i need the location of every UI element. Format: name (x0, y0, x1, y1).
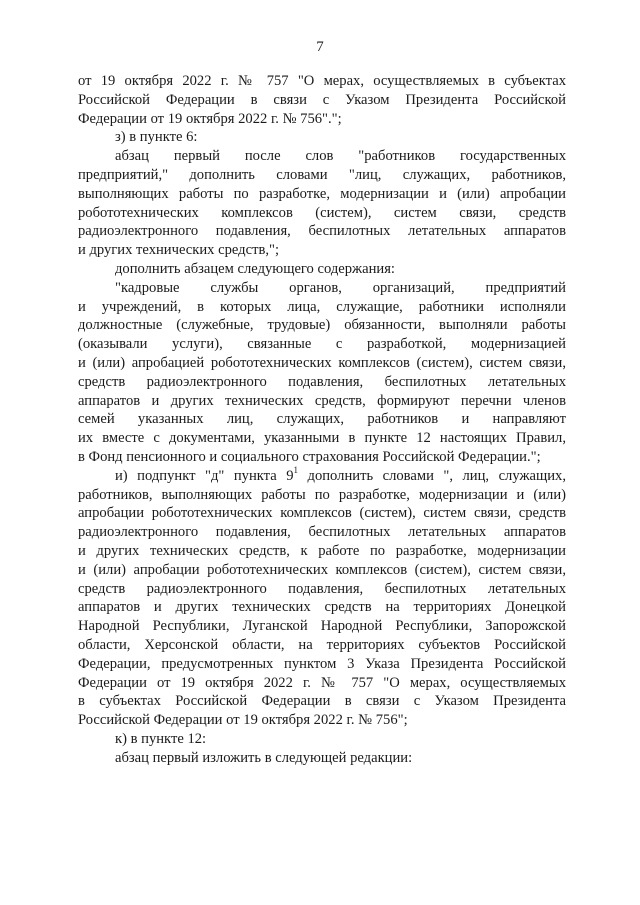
text-line: в субъектах Российской Федерации в связи с Указом Президента (78, 693, 566, 710)
text-line: Федерации от 19 октября 2022 г. № 756"."; (78, 110, 342, 127)
text-line: средств радиоэлектронного подавления, беспилотных летательных (78, 580, 566, 597)
text-line: семей указанных лиц, служащих, работников и направляют (78, 411, 566, 428)
text-line: к) в пункте 12: (115, 730, 207, 747)
text-line: абзац первый изложить в следующей редакции: (115, 749, 413, 766)
text-line: апробации робототехнических комплексов (систем), систем связи, средств (78, 505, 566, 522)
text-line: аппаратов и других технических средств на территориях Донецкой (78, 599, 566, 616)
text-line: Российской Федерации от 19 октября 2022 г. № 756"; (78, 712, 408, 729)
page-number: 7 (316, 39, 324, 55)
text-line: средств радиоэлектронного подавления, беспилотных летательных (78, 373, 566, 390)
text-line: з) в пункте 6: (115, 129, 198, 146)
text-line: аппаратов и других технических средств, формируют перечни членов (78, 392, 566, 409)
text-line: в Фонд пенсионного и социального страхования Российской Федерации."; (78, 448, 541, 465)
text-line: предприятий," дополнить словами "лиц, служащих, работников, (78, 166, 566, 183)
text-segment: и) подпункт "д" пункта 9 (115, 467, 294, 484)
text-line: Народной Республики, Луганской Народной Республики, Запорожской (78, 618, 566, 635)
superscript: 1 (293, 464, 299, 475)
text-line: робототехнических комплексов (систем), систем связи, средств (78, 204, 566, 221)
text-line: Российской Федерации в связи с Указом Президента Российской (78, 91, 566, 108)
text-line (78, 464, 566, 486)
text-line: и других технических средств, к работе по разработке, модернизации (78, 542, 566, 559)
document-body (78, 72, 566, 767)
text-line: и учреждений, в которых лица, служащие, работники исполняли (78, 298, 566, 315)
text-line: области, Херсонской области, на территориях субъектов Российской (78, 636, 566, 653)
text-line: и (или) апробацией робототехнических комплексов (систем), систем связи, (78, 354, 566, 371)
text-line: радиоэлектронного подавления, беспилотных летательных аппаратов (78, 223, 566, 240)
text-line: от 19 октября 2022 г. № 757 "О мерах, осуществляемых в субъектах (78, 73, 566, 89)
text-line: Федерации от 19 октября 2022 г. № 757 "О мерах, осуществляемых (78, 674, 566, 691)
text-line: (оказывали услуги), связанные с разработкой, модернизацией (78, 336, 566, 353)
text-line: Федерации, предусмотренных пунктом 3 Указа Президента Российской (78, 655, 566, 672)
text-line: и других технических средств,"; (78, 242, 279, 259)
text-line: должностные (служебные, трудовые) обязанности, выполняли работы (78, 317, 566, 334)
text-line: "кадровые службы органов, организаций, предприятий (115, 279, 566, 296)
text-line: выполняющих работы по разработке, модернизации и (или) апробации (78, 185, 566, 202)
text-line: абзац первый после слов "работников государственных (115, 148, 566, 165)
text-line: и (или) апробации робототехнических комплексов (систем), систем связи, (78, 561, 566, 578)
text-line: дополнить абзацем следующего содержания: (115, 260, 395, 277)
text-line: работников, выполняющих работы по разработке, модернизации и (или) (78, 486, 566, 503)
text-segment: дополнить словами ", лиц, служащих, (298, 467, 566, 484)
text-line: радиоэлектронного подавления, беспилотных летательных аппаратов (78, 524, 566, 541)
text-line: их вместе с документами, указанными в пункте 12 настоящих Правил, (78, 430, 566, 447)
